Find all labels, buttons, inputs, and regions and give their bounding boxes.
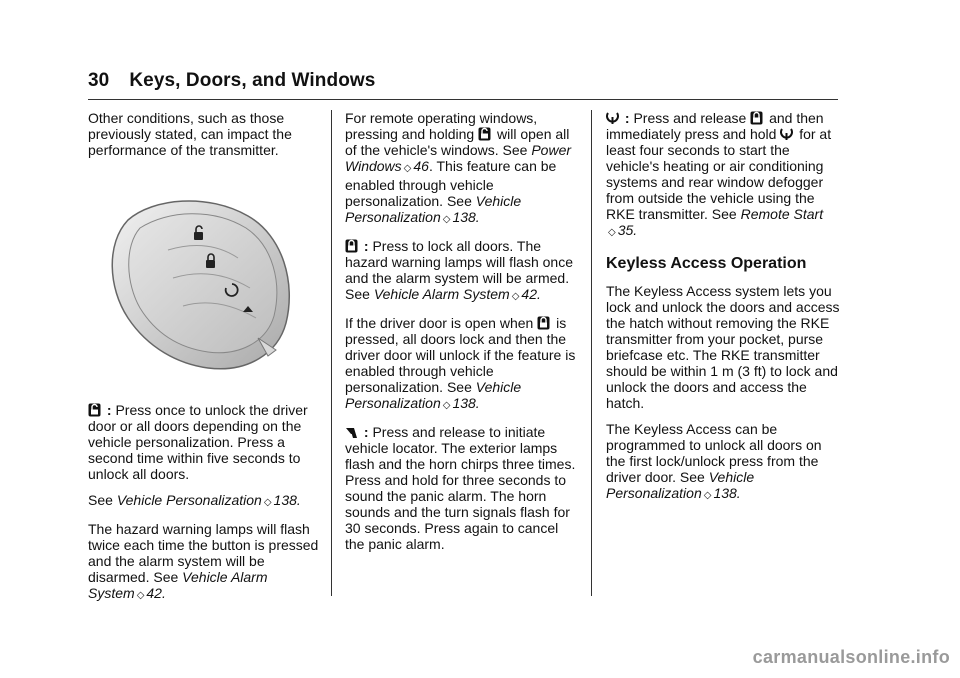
page-number: 30 bbox=[88, 70, 110, 91]
key-fob-illustration bbox=[98, 188, 298, 378]
ref-page: 42 bbox=[521, 286, 537, 302]
ref-page: 42 bbox=[146, 585, 162, 601]
windows-text-2: will open all of the vehicle's windows. See bbox=[345, 126, 570, 158]
unlock-paragraph bbox=[88, 402, 320, 482]
lock-separator: : bbox=[360, 238, 373, 254]
period: . bbox=[161, 585, 166, 601]
lock-icon bbox=[345, 239, 358, 253]
ref-page: 138 bbox=[452, 209, 476, 225]
ref-vehicle-personalization: Vehicle Personalization bbox=[345, 193, 522, 225]
remote-start-paragraph bbox=[606, 110, 842, 241]
locator-paragraph bbox=[345, 424, 581, 552]
ref-vehicle-personalization: Vehicle Personalization bbox=[606, 469, 755, 501]
locator-text: Press and release to initiate vehicle locator. The exterior lamps flash and the horn chirps three times. Press and hold for three seconds to sound the panic alarm. The horn sounds and the turn signals flash for 30 seconds. Press again to cancel the panic alarm. bbox=[345, 424, 576, 552]
column-divider-1 bbox=[331, 110, 332, 596]
ref-arrow-icon: ◇ bbox=[442, 214, 451, 225]
start-text-2: and then immediately press and hold bbox=[606, 110, 824, 142]
ref-power-windows: Power Windows bbox=[345, 142, 572, 174]
period: . bbox=[296, 492, 301, 508]
intro-paragraph: Other conditions, such as those previously stated, can impact the performance of the transmitter. bbox=[88, 110, 292, 158]
windows-text: For remote operating windows, pressing and holding bbox=[345, 110, 538, 142]
unlock-separator: : bbox=[103, 402, 116, 418]
hazard-text: The hazard warning lamps will flash twice each time the button is pressed and the alarm system will be disarmed. See bbox=[88, 521, 319, 585]
ref-vehicle-alarm-system: Vehicle Alarm System bbox=[373, 286, 510, 302]
unlock-icon bbox=[88, 403, 101, 417]
unlock-text: Press once to unlock the driver door or all doors depending on the vehicle personalization. Press a second time within five seconds to unlock all doors. bbox=[88, 402, 308, 482]
driver-text: If the driver door is open when bbox=[345, 315, 538, 331]
lock-icon bbox=[537, 316, 550, 330]
vehicle-locator-icon bbox=[345, 425, 358, 439]
keyless-paragraph-1: The Keyless Access system lets you lock and unlock the doors and access the hatch without removing the RKE transmitter from your pocket, purse briefcase etc. The RKE transmitter should be within 1 m (3 ft) to lock and unlock the doors and access the hatch. bbox=[606, 283, 840, 411]
lock-paragraph bbox=[345, 238, 581, 305]
ref-vehicle-alarm-system: Vehicle Alarm System bbox=[88, 569, 268, 601]
lock-text: Press to lock all doors. The hazard warning lamps will flash once and the alarm system will be armed. See bbox=[345, 238, 573, 302]
ref-arrow-icon: ◇ bbox=[703, 490, 712, 501]
locator-separator: : bbox=[360, 424, 373, 440]
windows-paragraph bbox=[345, 110, 581, 228]
remote-start-icon bbox=[606, 111, 619, 125]
watermark: carmanualsonline.info bbox=[752, 647, 950, 667]
column-1 bbox=[88, 110, 320, 614]
ref-arrow-icon: ◇ bbox=[263, 497, 272, 508]
driver-text-2: is pressed, all doors lock and then the driver door will unlock if the feature is enabled through vehicle personalization. See bbox=[345, 315, 576, 395]
ref-arrow-icon: ◇ bbox=[442, 400, 451, 411]
start-text-3: for at least four seconds to start the vehicle's heating or air conditioning systems and rear window defogger from outside the vehicle using the RKE transmitter. See bbox=[606, 126, 832, 222]
section-heading: Keyless Access Operation bbox=[606, 255, 807, 272]
ref-arrow-icon: ◇ bbox=[608, 227, 616, 238]
section-title: Keys, Doors, and Windows bbox=[129, 70, 376, 91]
ref-arrow-icon: ◇ bbox=[403, 163, 412, 174]
keyless-paragraph-2 bbox=[606, 421, 842, 504]
ref-arrow-icon: ◇ bbox=[511, 291, 520, 302]
remote-start-icon bbox=[780, 127, 793, 141]
period: . bbox=[736, 485, 741, 501]
see-vehicle-personalization bbox=[88, 492, 320, 511]
ref-vehicle-personalization: Vehicle Personalization bbox=[116, 492, 262, 508]
driver-door-paragraph bbox=[345, 315, 581, 414]
page-header bbox=[88, 70, 375, 92]
start-text-1: Press and release bbox=[633, 110, 751, 126]
start-separator: : bbox=[621, 110, 634, 126]
lock-icon bbox=[750, 111, 763, 125]
column-2 bbox=[345, 110, 581, 562]
keyless-text: The Keyless Access can be programmed to unlock all doors on the first lock/unlock press from the driver door. See bbox=[606, 421, 822, 485]
ref-page: 46 bbox=[413, 158, 429, 174]
ref-page: 138 bbox=[713, 485, 737, 501]
ref-remote-start: Remote Start bbox=[740, 206, 824, 222]
period: . bbox=[475, 395, 480, 411]
header-rule bbox=[88, 99, 838, 100]
windows-text-3: . This feature can be enabled through vehicle personalization. See bbox=[345, 158, 557, 209]
column-divider-2 bbox=[591, 110, 592, 596]
ref-page: 35 bbox=[617, 222, 634, 238]
ref-page: 138 bbox=[273, 492, 297, 508]
period: . bbox=[633, 222, 638, 238]
see-prefix: See bbox=[88, 492, 117, 508]
period: . bbox=[537, 286, 541, 302]
ref-vehicle-personalization: Vehicle Personalization bbox=[345, 379, 522, 411]
period: . bbox=[475, 209, 480, 225]
ref-arrow-icon: ◇ bbox=[136, 590, 145, 601]
unlock-icon bbox=[478, 127, 491, 141]
column-3 bbox=[606, 110, 842, 514]
ref-page: 138 bbox=[452, 395, 476, 411]
hazard-paragraph bbox=[88, 521, 320, 604]
